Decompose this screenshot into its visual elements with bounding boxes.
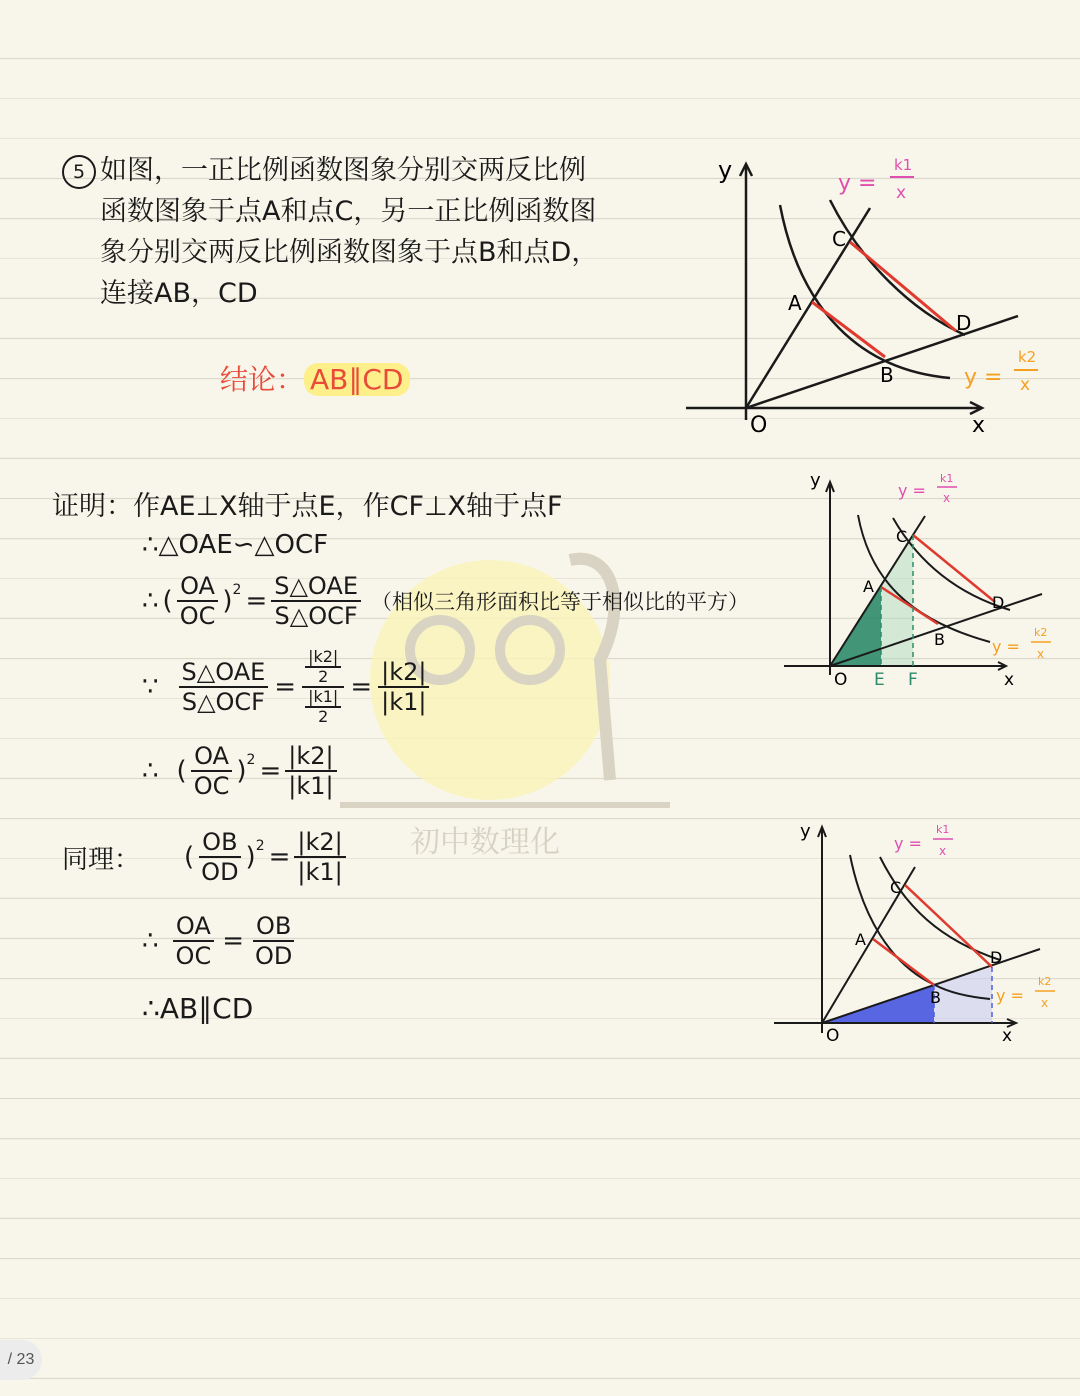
svg-text:y =: y = [964, 365, 1003, 390]
point-b-label: B [880, 363, 894, 387]
point-a-label-3: A [855, 930, 866, 949]
problem-line-2: 函数图象于点A和点C，另一正比例函数图 [100, 196, 597, 227]
svg-text:k2: k2 [1034, 626, 1048, 639]
conclusion [220, 358, 410, 398]
eq-k1-2 [898, 472, 957, 505]
area-ratio-2: $\frac{\text{S△OAE}}{\text{S△OCF}}$ [179, 658, 269, 716]
point-c-label: C [832, 227, 846, 251]
k-ratio: $\frac{|k2|}{|k1|}$ [378, 658, 429, 716]
proof-note: （相似三角形面积比等于相似比的平方） [370, 590, 749, 614]
point-d-label-2: D [992, 593, 1005, 612]
similarly-label: 同理： [62, 844, 141, 875]
eq-k1 [838, 156, 914, 203]
axis-y-label-3: y [800, 821, 811, 842]
proof-final: ∴AB∥CD [142, 992, 254, 1025]
eq-k2 [964, 348, 1038, 395]
conclusion-label: 结论： [220, 363, 305, 396]
problem-line-1: 5 如图，一正比例函数图象分别交两反比例 [62, 150, 702, 191]
svg-text:x: x [1041, 996, 1049, 1010]
point-c-label-2: C [896, 527, 908, 546]
svg-text:k2: k2 [1018, 348, 1037, 366]
point-b-label-3: B [930, 988, 941, 1007]
svg-text:k1: k1 [936, 823, 950, 836]
svg-text:x: x [1020, 375, 1031, 395]
origin-label-3: O [826, 1026, 840, 1046]
problem-number: 5 [62, 155, 96, 189]
problem-line-4: 连接AB，CD [100, 278, 258, 309]
point-b-label-2: B [934, 630, 945, 649]
point-c-label-3: C [890, 878, 902, 897]
problem-line-3: 象分别交两反比例函数图象于点B和点D， [100, 237, 599, 268]
axis-x-label-3: x [1002, 1026, 1013, 1046]
proof-step-oa-oc: ∴ ( $\frac{OA}{OC}$ )$^2$ = $\frac{|k2|}{|k1|}$ [142, 742, 337, 800]
axis-y-label: y [718, 156, 733, 184]
eq-k1-3 [894, 823, 953, 858]
svg-text:y =: y = [992, 637, 1020, 656]
svg-text:k1: k1 [940, 472, 954, 485]
svg-text:x: x [896, 183, 907, 203]
eq-k2-2 [992, 626, 1051, 661]
graph-main [680, 150, 1060, 440]
proof-step-similarly: 同理： ( $\frac{OB}{OD}$ )$^2$ = $\frac{|k2|}{|k1|}$ [62, 828, 346, 886]
svg-text:x: x [943, 491, 951, 505]
ratio-oa-oc: $\frac{OA}{OC}$ [177, 572, 219, 630]
therefore-symbol: ∴ [142, 586, 159, 616]
axis-x-label: x [972, 413, 986, 438]
axis-x-label-2: x [1004, 670, 1015, 690]
graph-similar-triangles [780, 470, 1070, 695]
svg-text:k2: k2 [1038, 975, 1052, 988]
svg-text:k1: k1 [894, 156, 913, 174]
area-ratio: $\frac{\text{S△OAE}}{\text{S△OCF}}$ [271, 572, 361, 630]
problem-statement [62, 150, 702, 314]
eq-k2-3 [996, 975, 1055, 1010]
origin-label: O [750, 413, 768, 438]
origin-label-2: O [834, 670, 848, 690]
svg-text:x: x [939, 844, 947, 858]
point-e-label: E [874, 670, 885, 690]
proof-heading: 证明：作AE⊥X轴于点E，作CF⊥X轴于点F [52, 491, 563, 522]
point-a-label: A [788, 291, 802, 315]
proof-step-similar: ∴△OAE∽△OCF [142, 530, 329, 560]
point-a-label-2: A [863, 577, 874, 596]
svg-text:y =: y = [996, 986, 1024, 1005]
point-d-label: D [956, 311, 972, 335]
graph-obd [770, 815, 1070, 1045]
half-k-ratio: $\frac{\frac{|k2|}{2}}{\frac{|k1|}{2}}$ [302, 648, 344, 726]
axis-y-label-2: y [810, 470, 821, 491]
proof-step-ratio: ∴ ( $\frac{OA}{OC}$ )$^2$ = $\frac{\text{S△OAE}}{\text{S△OCF}}$ （相似三角形面积比等于相似比的平方） [142, 572, 749, 630]
svg-text:x: x [1037, 647, 1045, 661]
svg-text:y =: y = [898, 481, 926, 500]
page-indicator: / 23 [0, 1340, 42, 1380]
proof-step-area: ∵ $\frac{\text{S△OAE}}{\text{S△OCF}}$ = $\frac{\frac{|k2|}{2}}{\frac{|k1|}{2}}$ = $\frac{|k2|}{|k1|}$ [142, 648, 429, 726]
point-f-label: F [908, 670, 918, 690]
conclusion-value: AB∥CD [304, 363, 409, 396]
watermark-text: 初中数理化 [410, 825, 560, 860]
svg-text:y =: y = [838, 171, 877, 196]
proof-step-equal-ratio: ∴ $\frac{OA}{OC}$ = $\frac{OB}{OD}$ [142, 912, 293, 970]
svg-text:y =: y = [894, 834, 922, 853]
because-symbol: ∵ [142, 672, 159, 702]
point-d-label-3: D [990, 948, 1003, 967]
